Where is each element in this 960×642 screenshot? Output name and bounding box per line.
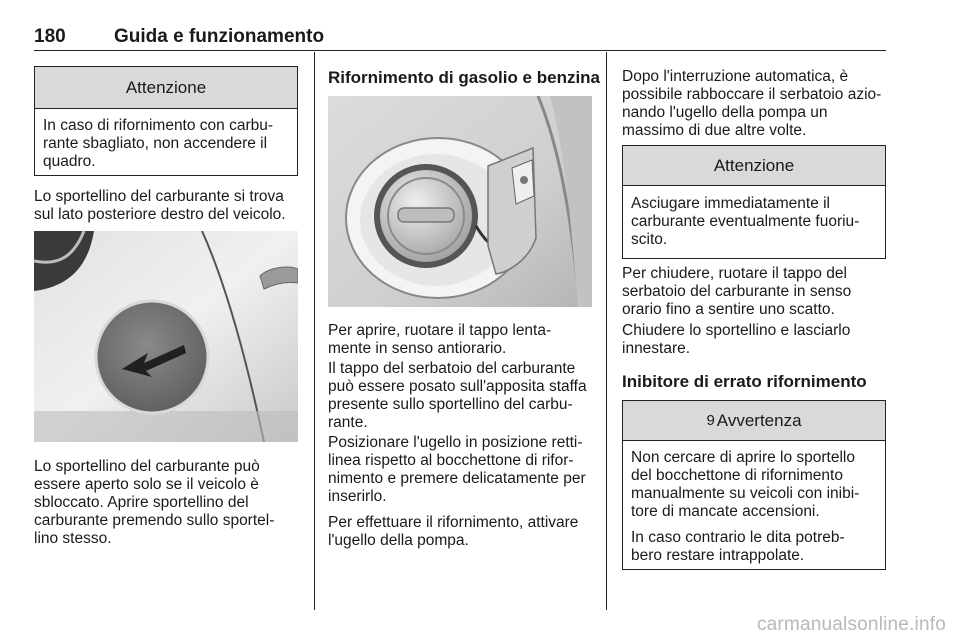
text-line: In caso di rifornimento con carbu- <box>43 117 274 134</box>
text-line: serbatoio del carburante in senso <box>622 283 852 300</box>
warning-box-heading <box>623 401 885 441</box>
text-line: manualmente su veicoli con inibi- <box>631 485 860 502</box>
text-line: Non cercare di aprire lo sportello <box>631 449 855 466</box>
cap-holder-text <box>328 360 598 432</box>
warning-icon: 9 <box>706 412 715 429</box>
close-cap-text <box>622 265 892 319</box>
fuel-door-open-image <box>328 96 592 307</box>
text-line: sul lato posteriore destro del veicolo. <box>34 206 286 223</box>
section-heading-refuelling: Rifornimento di gasolio e benzina <box>328 68 601 87</box>
text-line: Lo sportellino del carburante si trova <box>34 188 284 205</box>
text-line: bero restare intrappolate. <box>631 547 805 564</box>
text-line: innestare. <box>622 340 691 357</box>
text-line: orario fino a sentire uno scatto. <box>622 301 835 318</box>
page-number: 180 <box>34 26 66 47</box>
attention-box-2-body <box>623 186 885 257</box>
open-cap-text <box>328 322 598 358</box>
text-line: In caso contrario le dita potreb- <box>631 529 845 546</box>
watermark: carmanualsonline.info <box>756 614 946 635</box>
fuel-door-open-instructions <box>34 458 304 548</box>
top-off-text <box>622 68 892 140</box>
warning-paragraph-1 <box>631 449 877 521</box>
column-divider-2 <box>606 52 607 610</box>
text-line: inserirlo. <box>328 488 387 505</box>
warning-heading-label: Avvertenza <box>716 410 802 430</box>
attention-box-1-body <box>35 109 297 179</box>
text-line: quadro. <box>43 153 96 170</box>
text-line: essere aperto solo se il veicolo è <box>34 476 259 493</box>
text-line: rante sbagliato, non accendere il <box>43 135 268 152</box>
text-line: nando l'ugello della pompa un <box>622 104 828 121</box>
close-door-text <box>622 322 892 358</box>
text-line: possibile rabboccare il serbatoio azio- <box>622 86 882 103</box>
fuel-door-location-text <box>34 188 304 224</box>
text-line: nimento e premere delicatamente per <box>328 470 586 487</box>
warning-paragraph-2 <box>631 529 877 565</box>
text-line: Lo sportellino del carburante può <box>34 458 260 475</box>
text-line: Asciugare immediatamente il <box>631 195 831 212</box>
text-line: Dopo l'interruzione automatica, è <box>622 68 849 85</box>
header-divider <box>34 50 886 51</box>
column-divider-1 <box>314 52 315 610</box>
text-line: carburante eventualmente fuoriu- <box>631 213 860 230</box>
text-line: rante. <box>328 414 368 431</box>
section-heading-misfuel-inhibitor: Inibitore di errato rifornimento <box>622 372 867 391</box>
attention-box-2-heading: Attenzione <box>623 146 885 186</box>
activate-nozzle-text <box>328 514 598 550</box>
text-line: mente in senso antiorario. <box>328 340 507 357</box>
text-line: Il tappo del serbatoio del carburante <box>328 360 576 377</box>
text-line: Per effettuare il rifornimento, attivare <box>328 514 579 531</box>
text-line: lino stesso. <box>34 530 112 547</box>
nozzle-position-text <box>328 434 598 506</box>
text-line: massimo di due altre volte. <box>622 122 807 139</box>
text-line: scito. <box>631 231 668 248</box>
text-line: Chiudere lo sportellino e lasciarlo <box>622 322 851 339</box>
page-title: Guida e funzionamento <box>114 26 325 47</box>
attention-box-2 <box>622 145 886 259</box>
text-line: può essere posato sull'apposita staffa <box>328 378 587 395</box>
text-line: Per aprire, ruotare il tappo lenta- <box>328 322 552 339</box>
text-line: presente sullo sportellino del carbu- <box>328 396 573 413</box>
warning-box-body <box>623 441 885 573</box>
text-line: Per chiudere, ruotare il tappo del <box>622 265 847 282</box>
text-line: tore di mancate accensioni. <box>631 503 820 520</box>
attention-box-1-heading: Attenzione <box>35 67 297 109</box>
attention-box-1 <box>34 66 298 176</box>
text-line: l'ugello della pompa. <box>328 532 469 549</box>
text-line: Posizionare l'ugello in posizione retti- <box>328 434 583 451</box>
text-line: del bocchettone di rifornimento <box>631 467 843 484</box>
warning-box <box>622 400 886 570</box>
text-line: linea rispetto al bocchettone di rifor- <box>328 452 574 469</box>
text-line: sbloccato. Aprire sportellino del <box>34 494 249 511</box>
fuel-door-closed-image <box>34 231 298 442</box>
text-line: carburante premendo sullo sportel- <box>34 512 275 529</box>
